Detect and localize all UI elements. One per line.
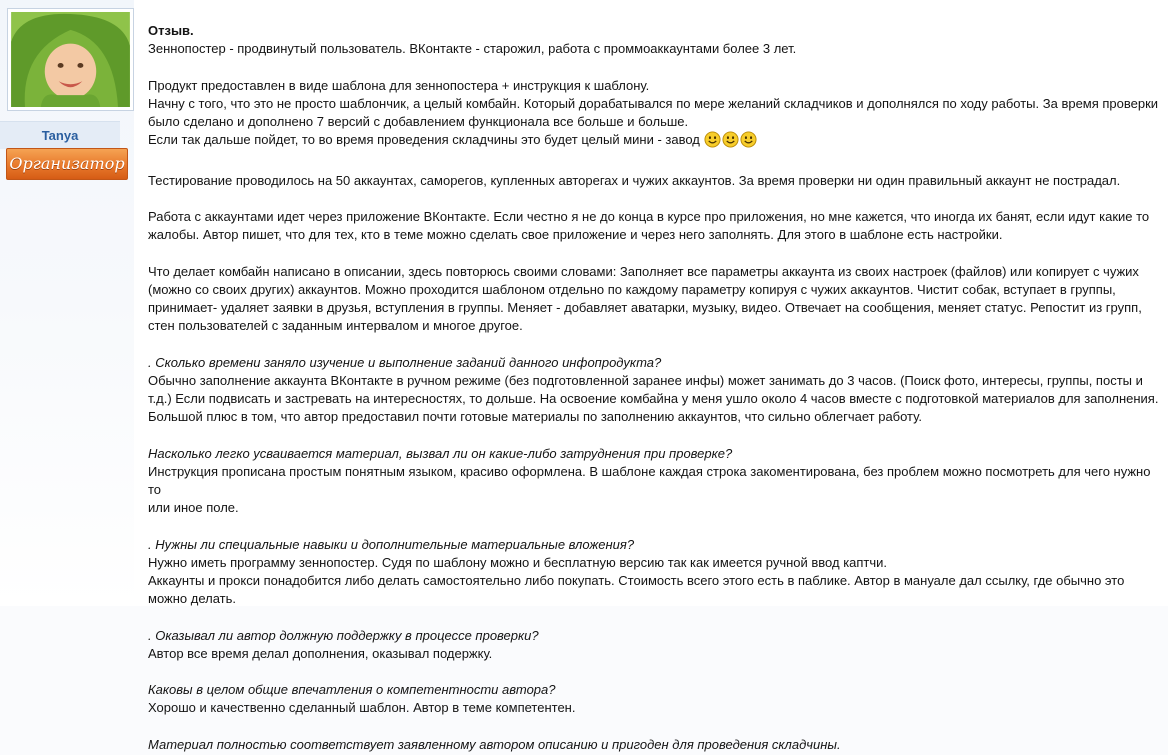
text-line: Нужно иметь программу зеннопостер. Судя по шаблону можно и бесплатную версию так как имеется ручной ввод каптчи. bbox=[148, 554, 888, 570]
smile-icon bbox=[722, 131, 739, 148]
blank-line bbox=[148, 517, 1160, 535]
blank-line bbox=[148, 58, 1160, 76]
text-line: принимает- удаляет заявки в друзья, вступления в группы. Меняет - добавляет аватарки, музыку, видео. Отвечает на сообщения, меняет статус. Репостит из групп, bbox=[148, 299, 1142, 315]
question-2: Насколько легко усваивается материал, вызвал ли он какие-либо затруднения при проверке? bbox=[148, 445, 733, 461]
post-title: Отзыв. bbox=[148, 23, 194, 38]
blank-line bbox=[148, 190, 1160, 208]
conclusion: Материал полностью соответствует заявленному автором описанию и пригоден для проведения складчины. bbox=[148, 736, 841, 752]
text-line: Большой плюс в том, что автор предоставил почти готовые материалы по заполнению аккаунтов, что сильно облегчает работу. bbox=[148, 409, 922, 425]
blank-line bbox=[148, 718, 1160, 736]
blank-line bbox=[148, 335, 1160, 353]
blank-line bbox=[148, 244, 1160, 262]
smile-icon bbox=[704, 131, 721, 148]
text-line: Тестирование проводилось на 50 аккаунтах, саморегов, купленных авторегах и чужих аккаунтов. За время проверки ни один правильный аккаунт не пострадал. bbox=[148, 172, 1121, 188]
text-line: Инструкция прописана простым понятным языком, красиво оформлена. В шаблоне каждая строка закоментирована, без проблем можно посмотреть для чего нужно то bbox=[148, 463, 1151, 497]
text-line: Что делает комбайн написано в описании, здесь повторюсь своими словами: Заполняет все параметры аккаунта из своих настроек (файлов) или копирует с чужих bbox=[148, 263, 1139, 279]
text-line: Обычно заполнение аккаунта ВКонтакте в ручном режиме (без подготовленной заранее инфы) может занимать до 3 часов. (Поиск фото, интересы, группы, посты и bbox=[148, 372, 1143, 388]
blank-line bbox=[148, 153, 1160, 171]
text-line: жалобы. Автор пишет, что для тех, кто в теме можно сделать свое приложение и через него заполнять. Для этого в шаблоне есть настройки. bbox=[148, 227, 1003, 243]
avatar[interactable] bbox=[7, 8, 134, 111]
blank-line bbox=[148, 663, 1160, 681]
text-line: (можно со своих других) аккаунтов. Можно проходится шаблоном отдельно по каждому параметру копируя с чужих аккаунтов. Чистит собак, вступает в группы, bbox=[148, 281, 1116, 297]
text-line-with-smileys bbox=[148, 131, 1160, 153]
text-line: можно делать. bbox=[148, 591, 236, 607]
text-line: Начну с того, что это не просто шаблончик, а целый комбайн. Который дорабатывался по мере желаний складчиков и дополнялся по ходу работы. За время проверки bbox=[148, 95, 1159, 111]
avatar-image bbox=[11, 12, 130, 107]
text-line: Автор все время делал дополнения, оказывал подержку. bbox=[148, 645, 493, 661]
username[interactable]: Tanya bbox=[0, 121, 120, 149]
blank-line bbox=[148, 426, 1160, 444]
text-line: т.д.) Если подвисать и застревать на интересностях, то дольше. На освоение комбайна у меня ушло около 4 часов вместе с подготовкой материалов для заполнения. bbox=[148, 390, 1159, 406]
question-4: . Оказывал ли автор должную поддержку в процессе проверки? bbox=[148, 627, 539, 643]
smileys-group bbox=[704, 131, 758, 153]
smiley-line-text: Если так дальше пойдет, то во время проведения складчины это будет целый мини - завод bbox=[148, 132, 700, 148]
role-badge: Организатор bbox=[6, 148, 128, 180]
question-1: . Сколько времени заняло изучение и выполнение заданий данного инфопродукта? bbox=[148, 354, 662, 370]
author-sidebar bbox=[0, 0, 134, 606]
blank-line bbox=[148, 608, 1160, 626]
text-line: Работа с аккаунтами идет через приложение ВКонтакте. Если честно я не до конца в курсе про приложения, но мне кажется, что иногда их банят, если идут какие то bbox=[148, 208, 1150, 224]
text-line: Хорошо и качественно сделанный шаблон. Автор в теме компетентен. bbox=[148, 700, 576, 716]
text-line: стен пользователей с заданным интервалом и многое другое. bbox=[148, 318, 523, 334]
text-line: или иное поле. bbox=[148, 500, 239, 516]
question-3: . Нужны ли специальные навыки и дополнительные материальные вложения? bbox=[148, 536, 635, 552]
post-content bbox=[148, 22, 1160, 754]
text-line: было сделано и дополнено 7 версий с добавлением функционала все больше и больше. bbox=[148, 114, 689, 129]
text-line: Аккаунты и прокси понадобится либо делать самостоятельно либо покупать. Стоимость всего этого есть в паблике. Автор в мануале дал ссылку, где обычно это bbox=[148, 572, 1125, 588]
text-line: Зеннопостер - продвинутый пользователь. ВКонтакте - старожил, работа с проммоаккаунтами более 3 лет. bbox=[148, 41, 797, 57]
text-line: Продукт предоставлен в виде шаблона для зеннопостера + инструкция к шаблону. bbox=[148, 77, 650, 93]
question-5: Каковы в целом общие впечатления о компетентности автора? bbox=[148, 682, 556, 698]
smile-icon bbox=[740, 131, 757, 148]
